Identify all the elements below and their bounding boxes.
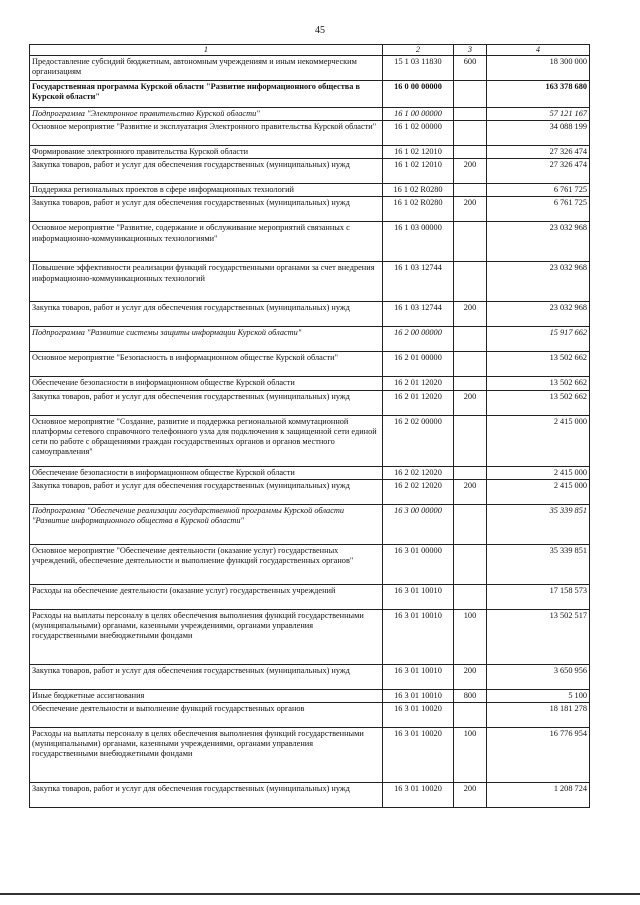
row-code-cell: 16 3 01 10010 bbox=[383, 664, 454, 689]
row-amount-cell: 13 502 662 bbox=[487, 377, 590, 390]
table-row bbox=[30, 584, 590, 609]
row-code-cell: 16 1 03 00000 bbox=[383, 222, 454, 262]
row-name-cell: Закупка товаров, работ и услуг для обеспечения государственных (муниципальных) нужд bbox=[30, 197, 383, 222]
row-type-cell bbox=[454, 81, 487, 108]
row-code-cell: 16 0 00 00000 bbox=[383, 81, 454, 108]
row-amount-cell: 1 208 724 bbox=[487, 782, 590, 807]
table-row bbox=[30, 197, 590, 222]
row-amount-cell: 2 415 000 bbox=[487, 466, 590, 479]
table-row bbox=[30, 159, 590, 184]
row-amount-cell: 27 326 474 bbox=[487, 146, 590, 159]
row-type-cell bbox=[454, 544, 487, 584]
row-name-cell: Закупка товаров, работ и услуг для обеспечения государственных (муниципальных) нужд bbox=[30, 664, 383, 689]
table-row bbox=[30, 689, 590, 702]
row-type-cell: 200 bbox=[454, 664, 487, 689]
row-amount-cell: 2 415 000 bbox=[487, 415, 590, 466]
row-name-cell: Подпрограмма "Обеспечение реализации государственной программы Курской области "Развитие информационного общества в Курской области" bbox=[30, 504, 383, 544]
row-name-cell: Закупка товаров, работ и услуг для обеспечения государственных (муниципальных) нужд bbox=[30, 159, 383, 184]
table-row bbox=[30, 544, 590, 584]
table-row bbox=[30, 108, 590, 121]
row-code-cell: 16 1 03 12744 bbox=[383, 302, 454, 327]
row-amount-cell: 18 300 000 bbox=[487, 56, 590, 81]
row-type-cell: 200 bbox=[454, 390, 487, 415]
table-row bbox=[30, 184, 590, 197]
row-name-cell: Основное мероприятие "Безопасность в информационном обществе Курской области" bbox=[30, 352, 383, 377]
row-code-cell: 16 1 02 R0280 bbox=[383, 197, 454, 222]
row-code-cell: 16 3 01 10010 bbox=[383, 584, 454, 609]
row-code-cell: 16 1 02 12010 bbox=[383, 159, 454, 184]
bottom-rule bbox=[0, 893, 640, 895]
row-code-cell: 16 1 02 00000 bbox=[383, 121, 454, 146]
table-row bbox=[30, 121, 590, 146]
row-name-cell: Повышение эффективности реализации функций государственными органами за счет внедрения информационно-коммуникационных технологий bbox=[30, 262, 383, 302]
row-type-cell bbox=[454, 327, 487, 352]
row-type-cell bbox=[454, 121, 487, 146]
column-header-amount: 4 bbox=[487, 45, 590, 56]
row-code-cell: 16 1 02 R0280 bbox=[383, 184, 454, 197]
table-row bbox=[30, 782, 590, 807]
row-code-cell: 16 3 01 10010 bbox=[383, 689, 454, 702]
row-type-cell bbox=[454, 184, 487, 197]
column-header-name: 1 bbox=[30, 45, 383, 56]
row-amount-cell: 23 032 968 bbox=[487, 262, 590, 302]
row-amount-cell: 35 339 851 bbox=[487, 504, 590, 544]
row-code-cell: 16 2 01 00000 bbox=[383, 352, 454, 377]
row-type-cell bbox=[454, 415, 487, 466]
row-name-cell: Закупка товаров, работ и услуг для обеспечения государственных (муниципальных) нужд bbox=[30, 302, 383, 327]
row-name-cell: Расходы на обеспечение деятельности (оказание услуг) государственных учреждений bbox=[30, 584, 383, 609]
table-row bbox=[30, 479, 590, 504]
table-row bbox=[30, 415, 590, 466]
column-header-type: 3 bbox=[454, 45, 487, 56]
row-type-cell bbox=[454, 222, 487, 262]
row-name-cell: Основное мероприятие "Развитие и эксплуатация Электронного правительства Курской области" bbox=[30, 121, 383, 146]
row-name-cell: Закупка товаров, работ и услуг для обеспечения государственных (муниципальных) нужд bbox=[30, 390, 383, 415]
row-name-cell: Иные бюджетные ассигнования bbox=[30, 689, 383, 702]
row-type-cell bbox=[454, 466, 487, 479]
row-name-cell: Подпрограмма "Электронное правительство Курской области" bbox=[30, 108, 383, 121]
table-row bbox=[30, 327, 590, 352]
table-row bbox=[30, 302, 590, 327]
row-type-cell bbox=[454, 584, 487, 609]
row-name-cell: Подпрограмма "Развитие системы защиты информации Курской области" bbox=[30, 327, 383, 352]
row-amount-cell: 57 121 167 bbox=[487, 108, 590, 121]
row-code-cell: 16 2 01 12020 bbox=[383, 390, 454, 415]
row-type-cell: 200 bbox=[454, 302, 487, 327]
row-amount-cell: 16 776 954 bbox=[487, 727, 590, 782]
row-name-cell: Предоставление субсидий бюджетным, автономным учреждениям и иным некоммерческим организациям bbox=[30, 56, 383, 81]
row-type-cell: 200 bbox=[454, 159, 487, 184]
row-code-cell: 16 3 01 10020 bbox=[383, 727, 454, 782]
table-row bbox=[30, 352, 590, 377]
row-type-cell bbox=[454, 702, 487, 727]
page-number: 45 bbox=[315, 25, 325, 36]
row-amount-cell: 163 378 680 bbox=[487, 81, 590, 108]
row-amount-cell: 18 181 278 bbox=[487, 702, 590, 727]
row-code-cell: 16 3 00 00000 bbox=[383, 504, 454, 544]
row-code-cell: 16 2 02 12020 bbox=[383, 479, 454, 504]
row-amount-cell: 15 917 662 bbox=[487, 327, 590, 352]
table-row bbox=[30, 466, 590, 479]
row-code-cell: 16 3 01 00000 bbox=[383, 544, 454, 584]
row-amount-cell: 13 502 517 bbox=[487, 609, 590, 664]
row-code-cell: 16 1 03 12744 bbox=[383, 262, 454, 302]
row-name-cell: Основное мероприятие "Создание, развитие и поддержка региональной коммутационной платформы сетевого справочного телефонного узла для подключения к защищенной сети единой сети по работе с обращениями граждан государственных органов и органов местного самоуправления" bbox=[30, 415, 383, 466]
row-amount-cell: 5 100 bbox=[487, 689, 590, 702]
row-type-cell: 200 bbox=[454, 197, 487, 222]
table-row bbox=[30, 377, 590, 390]
row-code-cell: 15 1 03 11830 bbox=[383, 56, 454, 81]
table-row bbox=[30, 222, 590, 262]
table-row bbox=[30, 727, 590, 782]
table-row bbox=[30, 504, 590, 544]
row-code-cell: 16 3 01 10020 bbox=[383, 782, 454, 807]
row-type-cell bbox=[454, 262, 487, 302]
row-type-cell: 100 bbox=[454, 609, 487, 664]
row-type-cell: 100 bbox=[454, 727, 487, 782]
row-type-cell bbox=[454, 504, 487, 544]
row-code-cell: 16 2 02 12020 bbox=[383, 466, 454, 479]
row-amount-cell: 13 502 662 bbox=[487, 352, 590, 377]
row-amount-cell: 6 761 725 bbox=[487, 184, 590, 197]
row-type-cell bbox=[454, 108, 487, 121]
row-code-cell: 16 1 00 00000 bbox=[383, 108, 454, 121]
row-type-cell: 800 bbox=[454, 689, 487, 702]
row-name-cell: Расходы на выплаты персоналу в целях обеспечения выполнения функций государственными (муниципальными) органами, казенными учреждениями, органами управления государственными внебюджетными фондами bbox=[30, 609, 383, 664]
row-code-cell: 16 3 01 10010 bbox=[383, 609, 454, 664]
table-row bbox=[30, 56, 590, 81]
row-code-cell: 16 2 01 12020 bbox=[383, 377, 454, 390]
row-type-cell: 200 bbox=[454, 782, 487, 807]
table-row bbox=[30, 702, 590, 727]
row-name-cell: Обеспечение деятельности и выполнение функций государственных органов bbox=[30, 702, 383, 727]
row-amount-cell: 35 339 851 bbox=[487, 544, 590, 584]
row-name-cell: Закупка товаров, работ и услуг для обеспечения государственных (муниципальных) нужд bbox=[30, 479, 383, 504]
row-amount-cell: 2 415 000 bbox=[487, 479, 590, 504]
row-name-cell: Закупка товаров, работ и услуг для обеспечения государственных (муниципальных) нужд bbox=[30, 782, 383, 807]
row-type-cell bbox=[454, 377, 487, 390]
row-amount-cell: 23 032 968 bbox=[487, 222, 590, 262]
table-row bbox=[30, 81, 590, 108]
table-row bbox=[30, 390, 590, 415]
budget-table bbox=[29, 44, 590, 808]
row-code-cell: 16 3 01 10020 bbox=[383, 702, 454, 727]
row-code-cell: 16 2 02 00000 bbox=[383, 415, 454, 466]
row-amount-cell: 23 032 968 bbox=[487, 302, 590, 327]
row-name-cell: Поддержка региональных проектов в сфере информационных технологий bbox=[30, 184, 383, 197]
row-amount-cell: 6 761 725 bbox=[487, 197, 590, 222]
row-amount-cell: 13 502 662 bbox=[487, 390, 590, 415]
table-header-row bbox=[30, 45, 590, 56]
table-body bbox=[30, 56, 590, 808]
table-row bbox=[30, 146, 590, 159]
table-row bbox=[30, 609, 590, 664]
row-amount-cell: 27 326 474 bbox=[487, 159, 590, 184]
row-name-cell: Обеспечение безопасности в информационном обществе Курской области bbox=[30, 466, 383, 479]
row-type-cell: 600 bbox=[454, 56, 487, 81]
row-name-cell: Государственная программа Курской области "Развитие информационного общества в Курской области" bbox=[30, 81, 383, 108]
table-row bbox=[30, 664, 590, 689]
row-name-cell: Формирование электронного правительства Курской области bbox=[30, 146, 383, 159]
row-amount-cell: 34 088 199 bbox=[487, 121, 590, 146]
column-header-code: 2 bbox=[383, 45, 454, 56]
row-code-cell: 16 1 02 12010 bbox=[383, 146, 454, 159]
row-amount-cell: 3 650 956 bbox=[487, 664, 590, 689]
row-name-cell: Основное мероприятие "Развитие, содержание и обслуживание мероприятий связанных с информационно-коммуникационных технологиями" bbox=[30, 222, 383, 262]
row-type-cell: 200 bbox=[454, 479, 487, 504]
row-type-cell bbox=[454, 146, 487, 159]
row-name-cell: Расходы на выплаты персоналу в целях обеспечения выполнения функций государственными (муниципальными) органами, казенными учреждениями, органами управления государственными внебюджетными фондами bbox=[30, 727, 383, 782]
row-code-cell: 16 2 00 00000 bbox=[383, 327, 454, 352]
table-row bbox=[30, 262, 590, 302]
row-amount-cell: 17 158 573 bbox=[487, 584, 590, 609]
row-name-cell: Обеспечение безопасности в информационном обществе Курской области bbox=[30, 377, 383, 390]
row-name-cell: Основное мероприятие "Обеспечение деятельности (оказание услуг) государственных учреждений, обеспечение деятельности и выполнение функций государственных органов" bbox=[30, 544, 383, 584]
row-type-cell bbox=[454, 352, 487, 377]
